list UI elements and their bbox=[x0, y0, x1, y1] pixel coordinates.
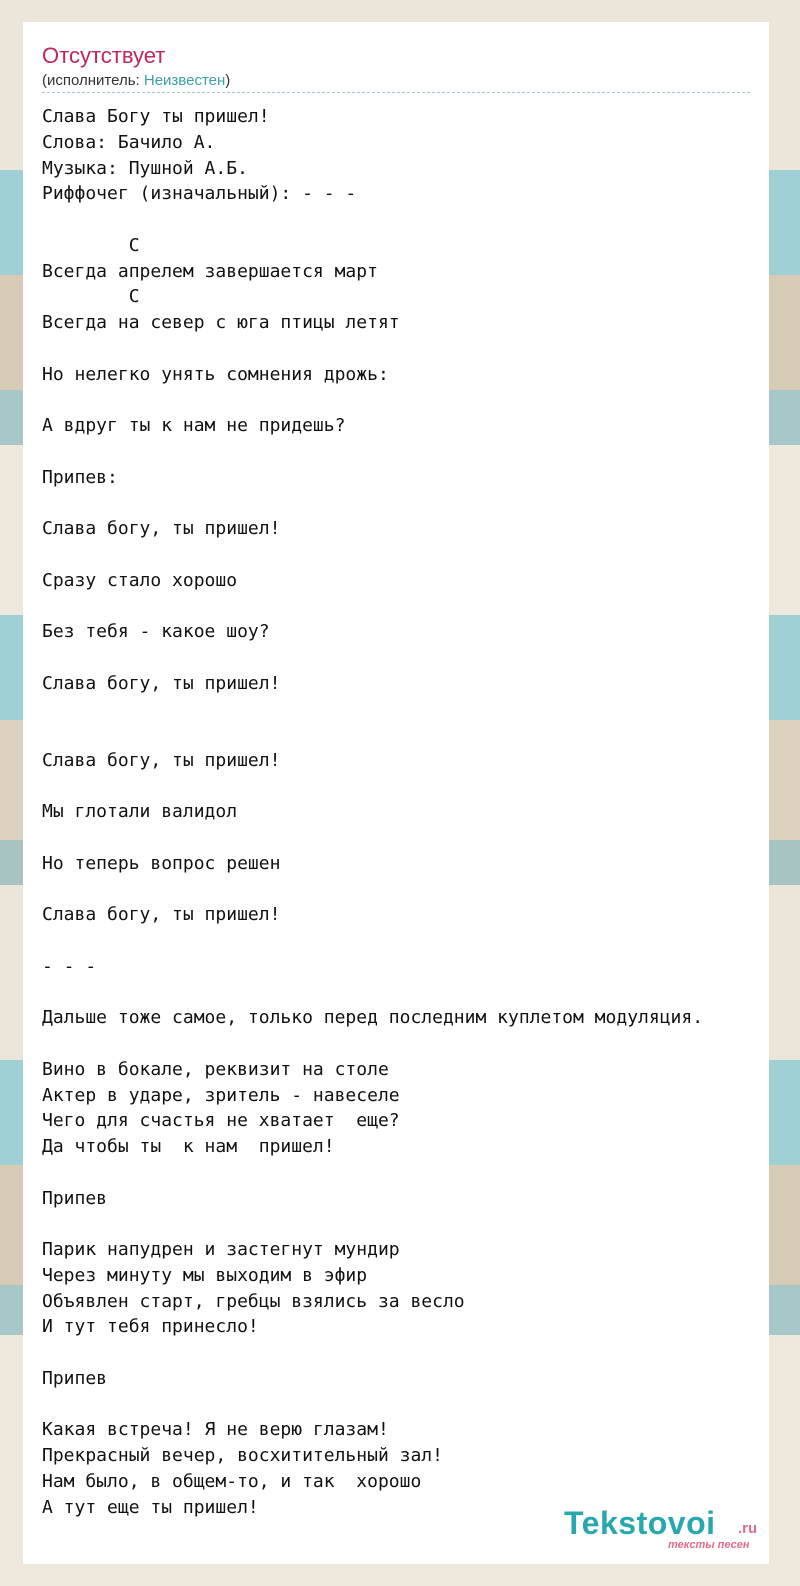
lyric-line: Какая встреча! Я не верю глазам! bbox=[42, 1419, 389, 1441]
logo-name: Tekstovoi bbox=[564, 1505, 716, 1541]
lyric-line: Слава Богу ты пришел! bbox=[42, 106, 270, 127]
site-logo[interactable] bbox=[564, 1506, 774, 1556]
lyrics-text bbox=[42, 104, 742, 1520]
lyric-line: Слова: Бачило А. bbox=[42, 131, 216, 153]
lyric-line: Припев: bbox=[42, 466, 118, 488]
lyric-line bbox=[42, 387, 742, 413]
lyric-line bbox=[42, 1211, 742, 1237]
lyric-line: Да чтобы ты к нам пришел! bbox=[42, 1136, 335, 1157]
lyric-line: Через минуту мы выходим в эфир bbox=[42, 1264, 368, 1286]
lyric-line bbox=[42, 980, 742, 1006]
lyric-line: Припев bbox=[42, 1187, 108, 1209]
logo-tagline: тексты песен bbox=[668, 1539, 750, 1551]
lyric-line: Слава богу, ты пришел! bbox=[42, 518, 281, 539]
lyric-line: Объявлен старт, гребцы взялись за весло bbox=[42, 1290, 465, 1312]
lyric-line: А вдруг ты к нам не придешь? bbox=[42, 415, 346, 436]
lyric-line bbox=[42, 722, 742, 748]
lyric-line bbox=[42, 336, 742, 362]
lyric-line bbox=[42, 1392, 742, 1418]
lyric-line bbox=[42, 1031, 742, 1057]
lyric-line: Риффочег (изначальный): - - - bbox=[42, 183, 357, 205]
lyric-line bbox=[42, 439, 742, 465]
lyric-line bbox=[42, 1160, 742, 1186]
lyric-line: Всегда апрелем завершается март bbox=[42, 260, 378, 282]
lyric-line: Музыка: Пушной А.Б. bbox=[42, 157, 248, 179]
lyric-line bbox=[42, 1340, 742, 1366]
lyric-line: - - - bbox=[42, 955, 97, 977]
artist-line bbox=[42, 72, 230, 90]
lyric-line: Слава богу, ты пришел! bbox=[42, 672, 281, 694]
lyric-line: Без тебя - какое шоу? bbox=[42, 621, 270, 642]
lyric-line bbox=[42, 542, 742, 568]
title-divider bbox=[42, 92, 750, 93]
lyric-line: Актер в ударе, зритель - навеселе bbox=[42, 1084, 400, 1106]
artist-link[interactable]: Неизвестен bbox=[143, 72, 226, 89]
lyric-line: Мы глотали валидол bbox=[42, 801, 238, 823]
logo-domain: .ru bbox=[738, 1520, 758, 1537]
lyrics-card bbox=[23, 22, 769, 1564]
lyric-line: Слава богу, ты пришел! bbox=[42, 904, 281, 926]
lyric-line bbox=[42, 774, 742, 800]
lyric-line bbox=[42, 928, 742, 954]
lyric-line: Чего для счастья не хватает еще? bbox=[42, 1110, 400, 1132]
lyric-line: Сразу стало хорошо bbox=[42, 569, 238, 591]
artist-suffix: ) bbox=[225, 72, 231, 89]
lyric-line: Вино в бокале, реквизит на столе bbox=[42, 1058, 389, 1080]
lyric-line: Всегда на север с юга птицы летят bbox=[42, 312, 400, 333]
lyric-line bbox=[42, 645, 742, 671]
lyric-line: Прекрасный вечер, восхитительный зал! bbox=[42, 1445, 443, 1466]
lyric-line bbox=[42, 490, 742, 516]
lyric-line: C bbox=[42, 234, 140, 256]
lyric-line: Нам было, в общем-то, и так хорошо bbox=[42, 1470, 422, 1492]
lyric-line: Но теперь вопрос решен bbox=[42, 852, 281, 874]
lyric-line: Припев bbox=[42, 1367, 108, 1389]
song-title: Отсутствует bbox=[42, 43, 166, 68]
lyric-line bbox=[42, 825, 742, 851]
lyric-line bbox=[42, 207, 742, 233]
lyric-line bbox=[42, 593, 742, 619]
lyric-line: И тут тебя принесло! bbox=[42, 1316, 259, 1338]
lyric-line: Дальше тоже самое, только перед последним куплетом модуляция. bbox=[42, 1007, 704, 1029]
lyric-line: Слава богу, ты пришел! bbox=[42, 749, 281, 771]
artist-prefix: (исполнитель: bbox=[42, 72, 144, 89]
lyric-line: Парик напудрен и застегнут мундир bbox=[42, 1239, 400, 1260]
lyric-line: А тут еще ты пришел! bbox=[42, 1496, 259, 1518]
lyric-line bbox=[42, 696, 742, 722]
lyric-line bbox=[42, 877, 742, 903]
lyric-line: Но нелегко унять сомнения дрожь: bbox=[42, 363, 389, 385]
lyric-line: C bbox=[42, 286, 140, 308]
